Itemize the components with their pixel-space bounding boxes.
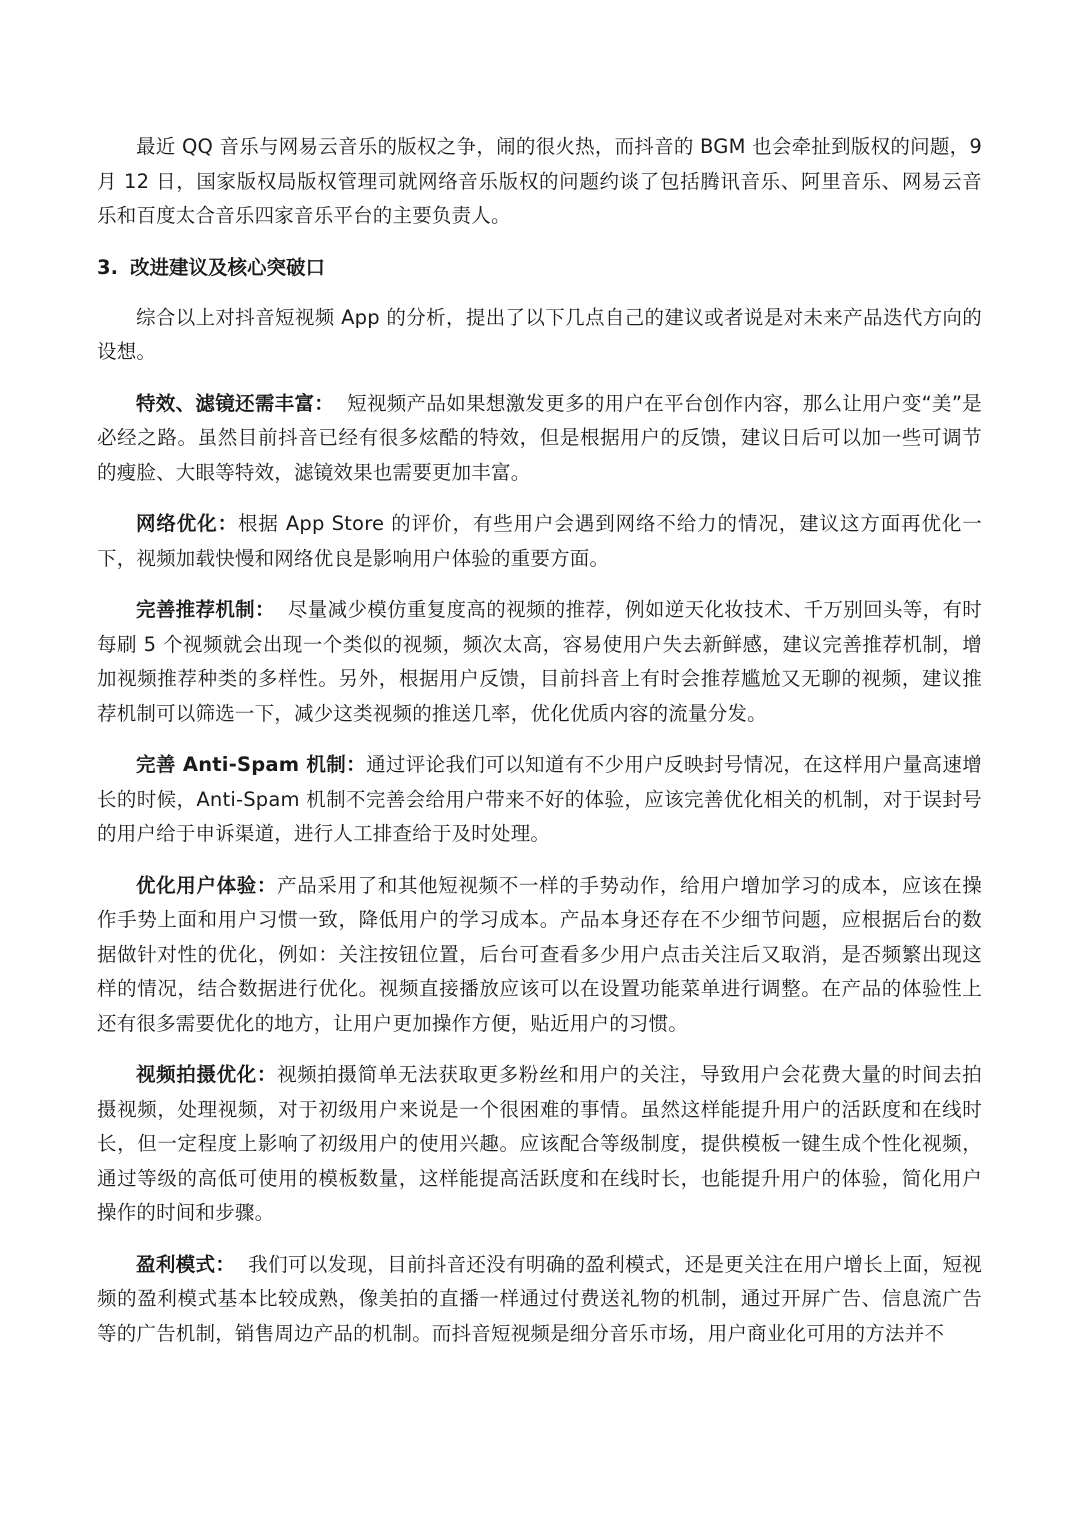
suggestion-effects-filters	[97, 387, 982, 491]
suggestion-text: 通过评论我们可以知道有不少用户反映封号情况，在这样用户量高速增长的时候，Anti-Spam 机制不完善会给用户带来不好的体验，应该完善优化相关的机制，对于误封号的用户给于申诉渠道，进行人工排查给于及时处理。	[97, 753, 982, 845]
suggestion-title: 网络优化：	[136, 512, 238, 535]
suggestion-anti-spam	[97, 748, 982, 852]
suggestion-recommendation	[97, 593, 982, 731]
suggestion-title: 特效、滤镜还需丰富：	[136, 391, 335, 415]
suggestion-text: 尽量减少模仿重复度高的视频的推荐，例如逆天化妆技术、千万别回头等，有时每刷 5 个视频就会出现一个类似的视频，频次太高，容易使用户失去新鲜感，建议完善推荐机制，增加视频推荐种类的多样性。另外，根据用户反馈，目前抖音上有时会推荐尴尬又无聊的视频，建议推荐机制可以筛选一下，减少这类视频的推送几率，优化优质内容的流量分发。	[97, 598, 982, 725]
suggestion-title: 完善 Anti-Spam 机制：	[136, 753, 367, 776]
intro-paragraph: 最近 QQ 音乐与网易云音乐的版权之争，闹的很火热，而抖音的 BGM 也会牵扯到版权的问题，9 月 12 日，国家版权局版权管理司就网络音乐版权的问题约谈了包括腾讯音乐、阿里音乐、网易云音乐和百度太合音乐四家音乐平台的主要负责人。	[97, 135, 982, 227]
section-number: 3.	[97, 255, 118, 279]
suggestion-text: 根据 App Store 的评价，有些用户会遇到网络不给力的情况，建议这方面再优化一下，视频加载快慢和网络优良是影响用户体验的重要方面。	[97, 512, 982, 570]
suggestion-title: 优化用户体验：	[136, 873, 278, 897]
suggestion-title: 盈利模式：	[136, 1252, 236, 1276]
summary-paragraph: 综合以上对抖音短视频 App 的分析，提出了以下几点自己的建议或者说是对未来产品迭代方向的设想。	[97, 305, 982, 363]
suggestion-network	[97, 507, 982, 576]
suggestion-title: 完善推荐机制：	[136, 598, 275, 621]
suggestion-profit-model	[97, 1248, 982, 1352]
suggestion-video-shooting	[97, 1058, 982, 1231]
suggestion-title: 视频拍摄优化：	[136, 1063, 278, 1086]
suggestion-text: 视频拍摄简单无法获取更多粉丝和用户的关注，导致用户会花费大量的时间去拍摄视频，处理视频，对于初级用户来说是一个很困难的事情。虽然这样能提升用户的活跃度和在线时长，但一定程度上影响了初级用户的使用兴趣。应该配合等级制度，提供模板一键生成个性化视频，通过等级的高低可使用的模板数量，这样能提高活跃度和在线时长，也能提升用户的体验，简化用户操作的时间和步骤。	[97, 1063, 982, 1224]
suggestion-text: 产品采用了和其他短视频不一样的手势动作，给用户增加学习的成本，应该在操作手势上面和用户习惯一致，降低用户的学习成本。产品本身还存在不少细节问题，应根据后台的数据做针对性的优化，例如：关注按钮位置，后台可查看多少用户点击关注后又取消，是否频繁出现这样的情况，结合数据进行优化。视频直接播放应该可以在设置功能菜单进行调整。在产品的体验性上还有很多需要优化的地方，让用户更加操作方便，贴近用户的习惯。	[97, 873, 982, 1035]
section-heading	[97, 251, 982, 285]
suggestion-text: 我们可以发现，目前抖音还没有明确的盈利模式，还是更关注在用户增长上面，短视频的盈利模式基本比较成熟，像美拍的直播一样通过付费送礼物的机制，通过开屏广告、信息流广告等的广告机制，销售周边产品的机制。而抖音短视频是细分音乐市场，用户商业化可用的方法并不	[97, 1252, 982, 1345]
section-title: 改进建议及核心突破口	[129, 255, 325, 279]
suggestion-user-experience	[97, 869, 982, 1042]
document-page	[97, 130, 982, 1368]
suggestion-text: 短视频产品如果想激发更多的用户在平台创作内容，那么让用户变“美”是必经之路。虽然目前抖音已经有很多炫酷的特效，但是根据用户的反馈，建议日后可以加一些可调节的瘦脸、大眼等特效，滤镜效果也需要更加丰富。	[97, 391, 982, 484]
